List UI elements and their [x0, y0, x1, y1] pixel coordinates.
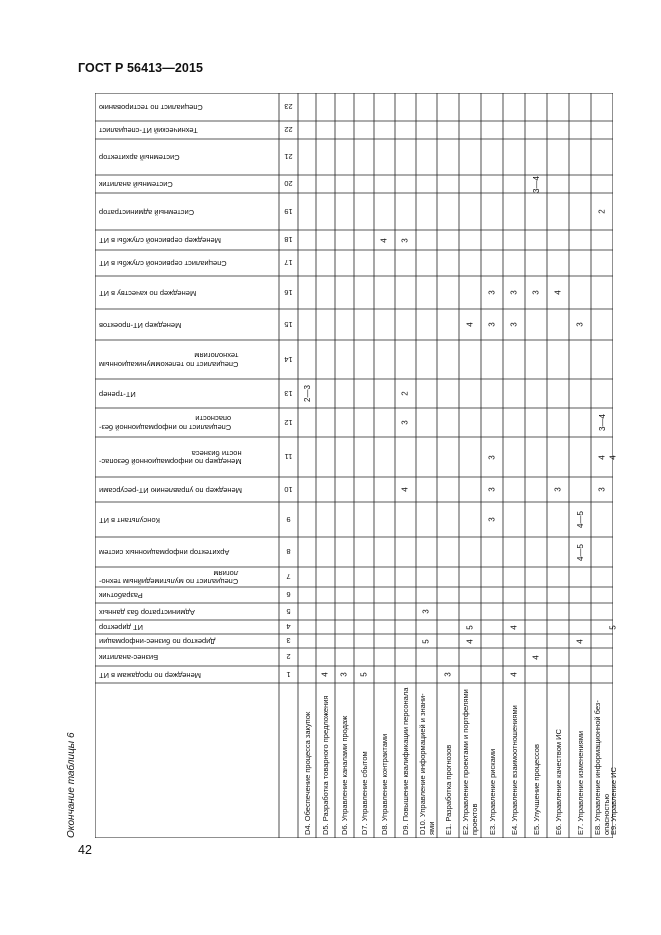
role-name [95, 437, 277, 477]
role-name [95, 502, 277, 537]
competence-level-text: 3 [509, 322, 519, 327]
competence-label [298, 683, 316, 838]
competence-label-text: E3. Управление рисками [487, 748, 497, 835]
role-number: 16 [284, 288, 293, 297]
role-name-text: Менеджер сервисной службы в ИТ [99, 236, 221, 246]
role-name-text: Системный администратор [99, 207, 195, 217]
role-number: 23 [284, 102, 293, 112]
role-number: 20 [284, 179, 293, 189]
role-name [95, 139, 277, 175]
competence-level [525, 648, 547, 666]
competence-level-text: 5 [421, 638, 431, 644]
competence-level-text: 3 [487, 322, 497, 327]
competence-level [395, 379, 416, 408]
role-number: 18 [284, 235, 293, 245]
competence-label-text: E9. Управление ИС [608, 767, 618, 835]
competence-level-text: 2 [597, 209, 607, 214]
competence-label-text: E4. Управление взаимоотношениями [509, 705, 519, 835]
role-name [95, 340, 277, 379]
role-name-text: Разработчик [99, 591, 143, 601]
competence-level [316, 666, 335, 683]
competence-level-text: 4 [465, 322, 475, 327]
role-name [95, 230, 277, 250]
competence-level [591, 408, 613, 437]
competence-label [416, 683, 437, 838]
competence-level-text: 4 [531, 654, 541, 660]
competence-label-text: E1. Разработка прогнозов [443, 744, 453, 835]
role-number: 8 [286, 547, 291, 557]
competence-level [481, 276, 503, 309]
competence-level-text: 3—4 [531, 175, 541, 193]
competence-level-text: 4—5 [575, 511, 585, 528]
role-number: 22 [284, 125, 293, 135]
role-name [95, 408, 277, 437]
competence-level [459, 620, 481, 634]
document-title: ГОСТ Р 56413—2015 [78, 61, 204, 75]
competence-label-text: E2. Управление проектами и портфелями проектов [461, 689, 479, 835]
competence-level [395, 230, 416, 250]
competence-label [503, 683, 525, 838]
competence-level [416, 603, 437, 620]
role-name [95, 276, 277, 309]
competence-level [481, 437, 503, 477]
competence-label [354, 683, 374, 838]
competence-level-text: 3 [509, 290, 519, 295]
role-name [95, 634, 277, 648]
competence-label [525, 683, 547, 838]
competence-table [95, 93, 618, 838]
competence-level-text: 2 [400, 391, 410, 396]
role-name [95, 620, 277, 634]
role-name-text: Администратор баз данных [99, 607, 195, 617]
competence-label-text: D7. Управление сбытом [359, 751, 369, 835]
competence-label [374, 683, 395, 838]
role-name [95, 666, 277, 683]
competence-level-text: 3 [575, 322, 585, 327]
competence-level-text: 3 [531, 290, 541, 295]
competence-level-text: 4 [400, 487, 410, 492]
competence-level-text: 3 [443, 672, 453, 677]
competence-level-text: 3 [339, 672, 349, 677]
competence-level-text: 3 [597, 487, 607, 492]
role-name-text: Менеджер по продажам в ИТ [99, 670, 202, 680]
role-number: 10 [284, 485, 293, 494]
role-number: 11 [284, 452, 293, 462]
role-number: 4 [286, 622, 291, 632]
role-name [95, 537, 277, 567]
competence-level-text: 4 [608, 454, 618, 460]
role-name [95, 567, 277, 587]
competence-level-text: 4 [597, 454, 607, 460]
role-name-text: Консультант в ИТ [99, 515, 160, 525]
role-name [95, 379, 277, 408]
competence-level-text: 4 [465, 638, 475, 644]
competence-level [481, 309, 503, 340]
competence-level [481, 502, 503, 537]
competence-label [481, 683, 503, 838]
competence-level [395, 408, 416, 437]
competence-level-text: 3 [421, 609, 431, 614]
role-number: 9 [286, 515, 291, 524]
role-name [95, 121, 277, 139]
role-name [95, 309, 277, 340]
role-name-text: Специалист по тестированию [99, 103, 203, 113]
competence-level [459, 634, 481, 648]
role-name-text: Менеджер ИТ-проектов [99, 320, 182, 330]
competence-label-text: E5. Улучшение процессов [531, 744, 541, 835]
competence-level [569, 634, 591, 648]
competence-label [547, 683, 569, 838]
competence-label [569, 683, 591, 838]
role-name-text: Специалист по информационной без- опасности [99, 414, 232, 432]
role-name-text: Специалист по мультимедийным техно- логиям [99, 569, 239, 587]
role-number: 2 [286, 652, 291, 662]
competence-level [591, 193, 613, 230]
competence-level [374, 230, 395, 250]
competence-level-text: 3 [487, 290, 497, 295]
competence-label-text: D10. Управление информацией и знани- ями [417, 693, 436, 835]
role-name-text: Системный аналитик [99, 180, 173, 190]
role-name [95, 175, 277, 193]
role-name [95, 193, 277, 230]
competence-level-text: 4 [553, 290, 563, 295]
role-name-text: Директор по бизнес-информации [99, 637, 216, 647]
role-name [95, 648, 277, 666]
competence-level-text: 4 [379, 237, 389, 243]
role-name-text: Системный архитектор [99, 153, 180, 163]
competence-level [335, 666, 354, 683]
role-number: 7 [286, 572, 291, 582]
table-caption: Окончание таблицы 6 [66, 732, 77, 838]
role-number: 5 [286, 607, 291, 616]
competence-level-text: 5 [608, 624, 618, 630]
competence-level [569, 502, 591, 537]
competence-label-text: E6. Управление качеством ИС [553, 729, 563, 835]
competence-label-text: D4. Обеспечение процесса закупок [302, 711, 312, 835]
role-name-text: Специалист по телекоммуникационным технологиям [99, 351, 239, 369]
role-number: 15 [284, 320, 293, 329]
competence-level [354, 666, 374, 683]
competence-level [416, 634, 437, 648]
competence-level [525, 276, 547, 309]
competence-level-text: 4 [320, 672, 330, 677]
role-number: 17 [284, 258, 293, 268]
competence-label [335, 683, 354, 838]
competence-level [569, 309, 591, 340]
role-name [95, 93, 277, 121]
competence-level-text: 3—4 [597, 414, 607, 431]
role-name [95, 603, 277, 620]
role-number: 6 [286, 590, 291, 600]
competence-level [481, 477, 503, 502]
competence-label [459, 683, 481, 838]
competence-level-text: 4—5 [575, 543, 585, 561]
competence-level [547, 477, 569, 502]
role-name-text: Менеджер по качеству в ИТ [99, 288, 197, 298]
role-name-text: Менеджер по управлению ИТ-ресурсами [99, 485, 243, 495]
role-name-text: Специалист сервисной службы в ИТ [99, 259, 227, 269]
competence-level-text: 3 [553, 487, 563, 492]
competence-level-text: 2—3 [302, 385, 312, 402]
competence-level [503, 276, 525, 309]
competence-label-text: D9. Повышение квалификации персонала [401, 687, 410, 835]
competence-level-text: 3 [487, 454, 497, 460]
role-name [95, 477, 277, 502]
role-number: 19 [284, 207, 293, 216]
competence-level [503, 620, 525, 634]
competence-level [437, 666, 459, 683]
competence-label-text: D6. Управление каналами продаж [340, 715, 349, 835]
role-number: 14 [284, 355, 293, 364]
competence-label-text: E8. Управление информационной без- опасностью [593, 700, 611, 835]
competence-level [591, 477, 613, 502]
role-number: 12 [284, 418, 293, 427]
competence-level-text: 3 [400, 237, 410, 243]
competence-level-text: 5 [359, 672, 369, 677]
competence-level [569, 537, 591, 567]
competence-level-text: 4 [509, 624, 519, 630]
competence-level [547, 276, 569, 309]
competence-label-text: D5. Разработка товарного предложения [321, 695, 330, 835]
competence-level-text: 4 [575, 638, 585, 644]
role-number: 21 [284, 152, 293, 162]
competence-level [459, 309, 481, 340]
role-name [95, 587, 277, 603]
competence-level-text: 3 [400, 420, 410, 425]
competence-label [316, 683, 335, 838]
competence-level-text: 3 [487, 487, 497, 492]
role-name [95, 250, 277, 276]
role-name-text: Бизнес-аналитик [99, 653, 159, 663]
role-name-text: Технический ИТ-специалист [99, 126, 198, 136]
role-number: 13 [284, 389, 293, 398]
competence-level [525, 175, 547, 193]
competence-label-text: E7. Управление изменениями [575, 730, 585, 835]
competence-level-text: 5 [465, 624, 475, 630]
role-number: 1 [286, 670, 291, 679]
competence-label-text: D8. Управление контрактами [380, 733, 389, 835]
competence-level-text: 4 [509, 672, 519, 677]
role-name-text: Архитектор информационных систем [99, 548, 230, 558]
role-name-text: Менеджер по информационной безопас- ности бизнеса [99, 449, 242, 467]
competence-level [503, 666, 525, 683]
competence-level-text: 3 [487, 517, 497, 522]
competence-level [298, 379, 316, 408]
competence-level [395, 477, 416, 502]
role-number: 3 [286, 636, 291, 646]
role-name-text: ИТ директор [99, 623, 144, 633]
competence-label [437, 683, 459, 838]
role-name-text: ИТ-тренер [99, 389, 136, 399]
competence-level [503, 309, 525, 340]
competence-label [395, 683, 416, 838]
page-number: 42 [78, 843, 92, 857]
